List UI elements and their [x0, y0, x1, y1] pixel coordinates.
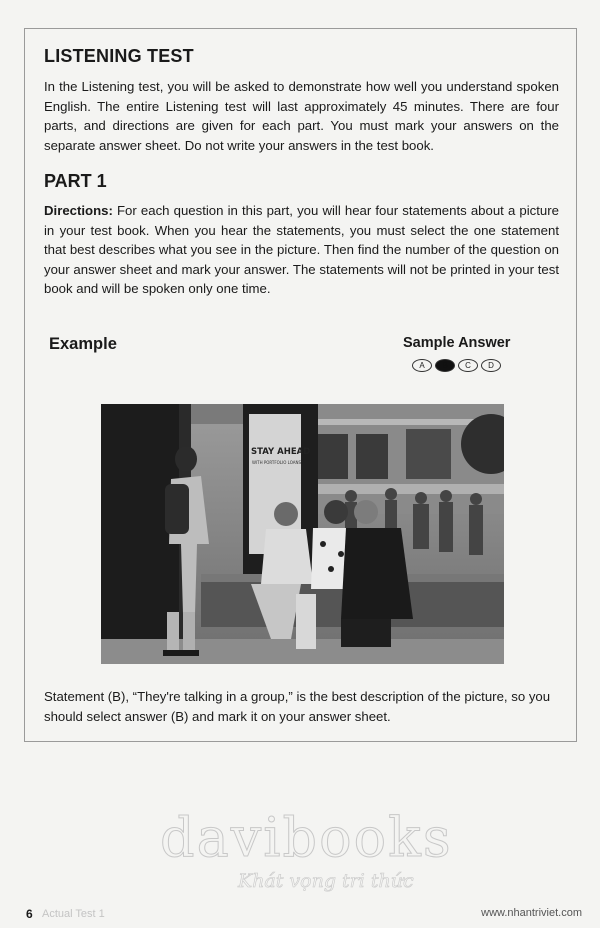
directions-text: For each question in this part, you will hear four statements about a picture in your test book. When you hear the statements, you must select the one statement that best describes what you see in the picture. Then find the number of the question on your answer sheet and mark your answer. The statements will not be printed in your test book and will be spoken only one time.	[44, 203, 559, 296]
watermark-tagline: Khát vọng tri thức	[238, 870, 414, 892]
answer-bubble-c: C	[458, 359, 478, 372]
example-statement: Statement (B), “They're talking in a group,” is the best description of the picture, so you should select answer (B) and mark it on your answer sheet.	[44, 689, 551, 724]
answer-bubble-a: A	[412, 359, 432, 372]
section-title: LISTENING TEST	[44, 46, 194, 66]
page-number: 6	[26, 907, 33, 921]
example-label: Example	[49, 335, 117, 353]
sample-answer-label: Sample Answer	[403, 335, 511, 351]
directions-label: Directions:	[44, 203, 113, 218]
answer-bubble-d: D	[481, 359, 501, 372]
part-directions	[44, 201, 559, 299]
photo-sign-line1: STAY AHEAD	[251, 447, 311, 457]
footer-book-title: Actual Test 1	[42, 908, 105, 920]
section-intro: In the Listening test, you will be asked to demonstrate how well you understand spoken English. The entire Listening test will last approximately 45 minutes. There are four parts, and directions are given for each part. You must mark your answers on the separate answer sheet. Do not write your answers in the test book.	[44, 79, 559, 153]
answer-bubbles	[412, 359, 501, 372]
watermark-brand: davibooks	[160, 806, 453, 869]
photo-sign-line2: WITH PORTFOLIO LOANS	[252, 460, 302, 465]
part-title: PART 1	[44, 171, 107, 191]
answer-bubble-b: B	[435, 359, 455, 372]
example-photo	[101, 404, 504, 664]
footer-url: www.nhantriviet.com	[481, 907, 582, 919]
